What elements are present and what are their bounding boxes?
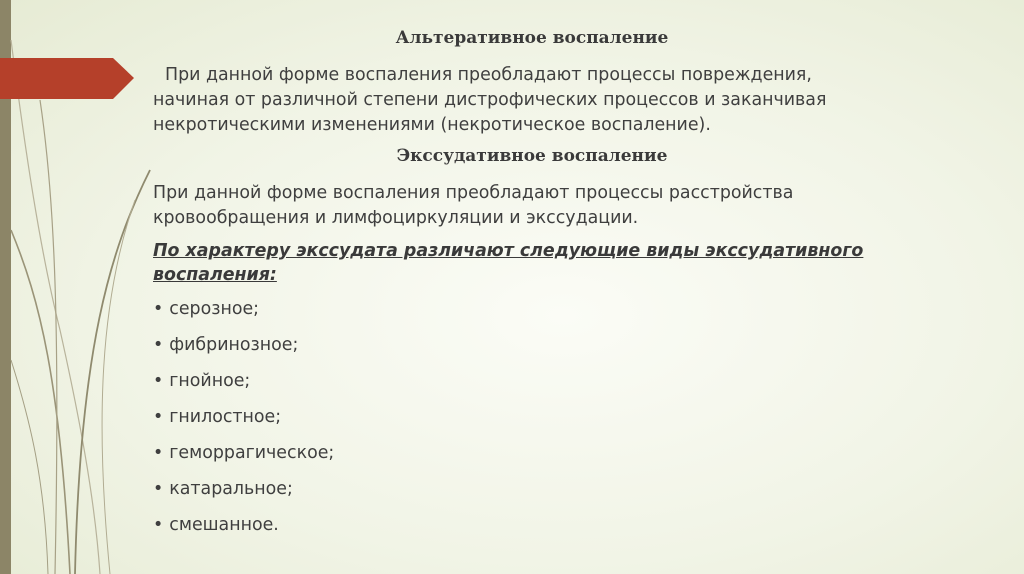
list-item [153,477,953,501]
subheading-line: По характеру экссудата различают следующие виды экссудативного [153,241,864,261]
list-item [153,513,953,537]
bullet-icon: • [153,479,164,499]
decor-curve-5 [102,200,135,574]
list-item-label: гнойное; [169,371,251,391]
subheading-line: воспаления: [153,265,277,285]
paragraph-exudative-line: При данной форме воспаления преобладают процессы расстройства [153,183,794,203]
list-item [153,297,953,321]
list-item [153,369,953,393]
exudate-types-list [153,297,953,537]
bullet-icon: • [153,299,164,319]
paragraph-alterative-line: При данной форме воспаления преобладают процессы повреждения, [165,65,812,85]
list-item [153,405,953,429]
list-item-label: фибринозное; [169,335,299,355]
paragraph-alterative-line: некротическими изменениями (некротическое воспаление). [153,115,711,135]
slide-content [153,28,953,549]
paragraph-alterative-line: начиная от различной степени дистрофических процессов и заканчивая [153,90,827,110]
heading-alterative: Альтеративное воспаление [395,28,669,48]
list-item-label: серозное; [169,299,260,319]
bullet-icon: • [153,335,164,355]
list-item [153,333,953,357]
list-item-label: смешанное. [169,515,279,535]
decor-curve-6 [11,360,48,574]
paragraph-exudative [153,181,953,231]
list-item-label: гнилостное; [169,407,282,427]
decor-curve-2 [11,230,70,574]
exudate-types-subheading [153,239,953,287]
list-item [153,441,953,465]
bullet-icon: • [153,515,164,535]
arrow-marker-icon [0,58,134,99]
bullet-icon: • [153,443,164,463]
bullet-icon: • [153,407,164,427]
bullet-icon: • [153,371,164,391]
decorative-lines [0,0,160,574]
heading-exudative: Экссудативное воспаление [396,146,668,166]
list-item-label: катаральное; [169,479,293,499]
decor-curve-4 [75,170,150,574]
list-item-label: геморрагическое; [169,443,335,463]
paragraph-alterative [153,63,953,138]
paragraph-exudative-line: кровообращения и лимфоциркуляции и экссудации. [153,208,639,228]
